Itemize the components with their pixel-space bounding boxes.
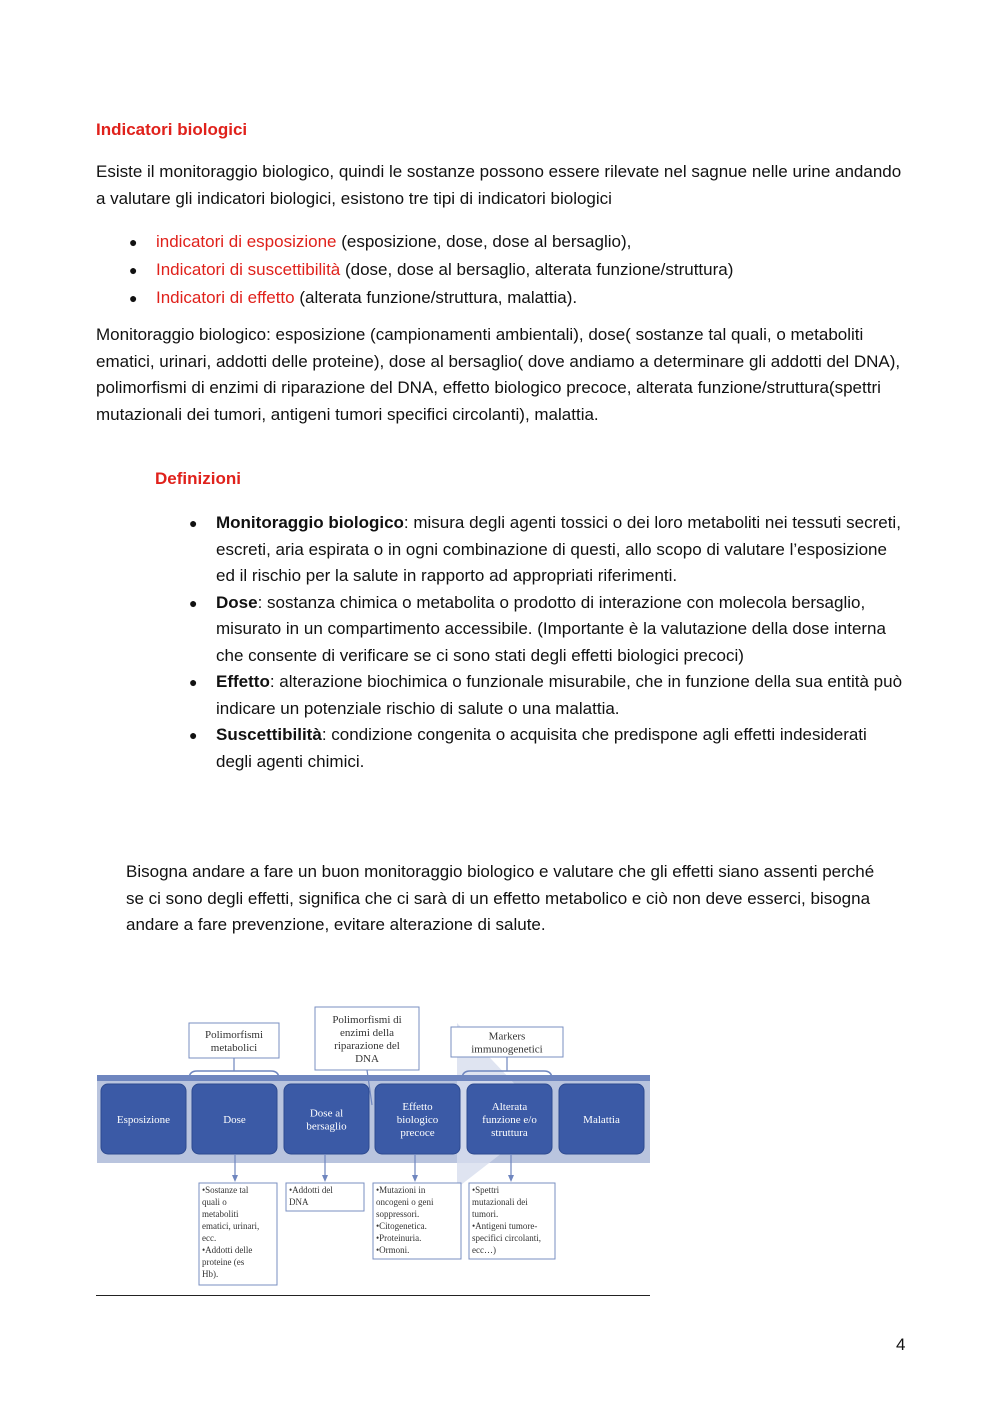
top-label-line: metabolici xyxy=(210,1042,258,1054)
stage-label-line: Malattia xyxy=(583,1114,620,1126)
note-text-line: metaboliti xyxy=(202,1209,239,1219)
note-text-line: •Spettri xyxy=(472,1185,500,1195)
stage-label-line: biologico xyxy=(396,1114,439,1126)
list-item: ● Indicatori di effetto (alterata funzione/struttura, malattia). xyxy=(156,284,936,312)
figure-baseline xyxy=(96,1295,650,1296)
note-text-line: •Antigeni tumore- xyxy=(472,1221,538,1231)
stage-label xyxy=(117,1114,170,1126)
monitoring-paragraph: Monitoraggio biologico: esposizione (campionamenti ambientali), dose( sostanze tal quali, o metaboliti ematici, urinari, addotti delle proteine), dose al bersaglio( dove andiamo a determinare gli addotti del DNA), polimorfismi di enzimi di riparazione del DNA, effetto biologico precoce, alterata funzione/struttura(spettri mutazionali dei tumori, antigeni tumori specifici circolanti), malattia. xyxy=(96,325,901,424)
stage-label-line: struttura xyxy=(491,1127,528,1139)
note-text-line: oncogeni o geni xyxy=(376,1197,434,1207)
stage-label-line: Alterata xyxy=(491,1101,528,1113)
note-text-line: •Ormoni. xyxy=(376,1245,410,1255)
stage-label xyxy=(223,1114,246,1126)
biomonitoring-diagram xyxy=(97,993,650,1296)
list-item: ● indicatori di esposizione (esposizione, dose, dose al bersaglio), xyxy=(156,228,936,256)
note-text-line: specifici circolanti, xyxy=(472,1233,541,1243)
note-text-line: •Addotti delle xyxy=(202,1245,253,1255)
note-text-line: •Proteinuria. xyxy=(376,1233,422,1243)
top-label-line: immunogenetici xyxy=(471,1043,543,1056)
stage-label-line: bersaglio xyxy=(306,1120,347,1133)
stage-label-line: precoce xyxy=(400,1127,435,1139)
stage-label-line: Dose xyxy=(223,1114,246,1126)
top-label-line: DNA xyxy=(355,1053,379,1065)
top-label xyxy=(205,1029,263,1054)
stage-label xyxy=(306,1108,347,1133)
note-text-line: ecc. xyxy=(202,1233,217,1243)
bullet-icon: ● xyxy=(129,290,138,306)
definitions-list xyxy=(189,510,904,775)
note-text-line: DNA xyxy=(289,1197,309,1207)
bullet-icon: ● xyxy=(189,515,198,531)
note-text-line: quali o xyxy=(202,1197,227,1207)
note-text-line: mutazionali dei xyxy=(472,1197,528,1207)
stage-label-line: Esposizione xyxy=(116,1114,171,1126)
note-text-line: •Addotti del xyxy=(289,1185,333,1195)
page-number: 4 xyxy=(896,1335,906,1354)
note-text-line: soppressori. xyxy=(376,1209,420,1219)
note-text-line: tumori. xyxy=(472,1209,499,1219)
list-item: ● Monitoraggio biologico: misura degli agenti tossici o dei loro metaboliti nei tessuti secreti, escreti, aria espirata o in ogni combinazione di questi, allo scopo di valutare l’esposizione ed il rischio per la salute in rapporto ad appropriati riferimenti. xyxy=(216,510,904,590)
stage-label-line: funzione e/o xyxy=(482,1114,537,1126)
bullet-icon: ● xyxy=(189,594,198,611)
stage-label xyxy=(583,1114,620,1126)
note-text-line: •Sostanze tal xyxy=(202,1185,249,1195)
top-label-line: Polimorfismi di xyxy=(332,1014,402,1026)
stage-label-line: Dose al xyxy=(309,1107,344,1120)
note-text-line: Hb). xyxy=(202,1269,219,1279)
diagram-band-top xyxy=(97,1075,650,1081)
list-item: ● Dose: sostanza chimica o metabolita o prodotto di interazione con molecola bersaglio, misurato in un compartimento accessibile. (Importante è la valutazione della dose interna che consente di verificare se ci sono stati degli effetti biologici precoci) xyxy=(216,590,904,670)
list-item: ● Indicatori di suscettibilità (dose, dose al bersaglio, alterata funzione/struttura) xyxy=(156,256,936,284)
intro-paragraph: Esiste il monitoraggio biologico, quindi le sostanze possono essere rilevate nel sagnue nelle urine andando a valutare gli indicatori biologici, esistono tre tipi di indicatori biologici xyxy=(96,162,902,208)
bullet-icon: ● xyxy=(189,727,198,743)
note-text-line: •Mutazioni in xyxy=(376,1185,426,1195)
top-label-line: Polimorfismi xyxy=(204,1029,264,1041)
definitions-heading: Definizioni xyxy=(155,469,241,488)
list-item: ● Effetto: alterazione biochimica o funzionale misurabile, che in funzione della sua entità può indicare un potenziale rischio di salute o una malattia. xyxy=(216,669,904,722)
list-item: ● Suscettibilità: condizione congenita o acquisita che predispone agli effetti indesiderati degli agenti chimici. xyxy=(216,722,904,775)
note-text-line: ecc…) xyxy=(472,1245,496,1255)
top-label-line: riparazione del xyxy=(334,1040,400,1052)
note-text-line: ematici, urinari, xyxy=(202,1221,260,1231)
stage-label-line: Effetto xyxy=(402,1101,433,1113)
bullet-icon: ● xyxy=(189,674,198,690)
note-text-line: proteine (es xyxy=(202,1257,245,1267)
bullet-icon: ● xyxy=(129,262,138,278)
top-label-line: Markers xyxy=(488,1030,526,1043)
stage-label xyxy=(397,1101,439,1139)
note-text-line: •Citogenetica. xyxy=(376,1221,427,1231)
section-heading: Indicatori biologici xyxy=(96,120,248,139)
conclusion-paragraph: Bisogna andare a fare un buon monitoraggio biologico e valutare che gli effetti siano assenti perché se ci sono degli effetti, significa che ci sarà di un effetto metabolico e ciò non deve esserci, bisogna andare a fare prevenzione, evitare alterazione di salute. xyxy=(126,862,875,934)
bullet-icon: ● xyxy=(129,234,138,250)
top-label-line: enzimi della xyxy=(339,1027,395,1039)
indicator-list xyxy=(129,228,936,312)
